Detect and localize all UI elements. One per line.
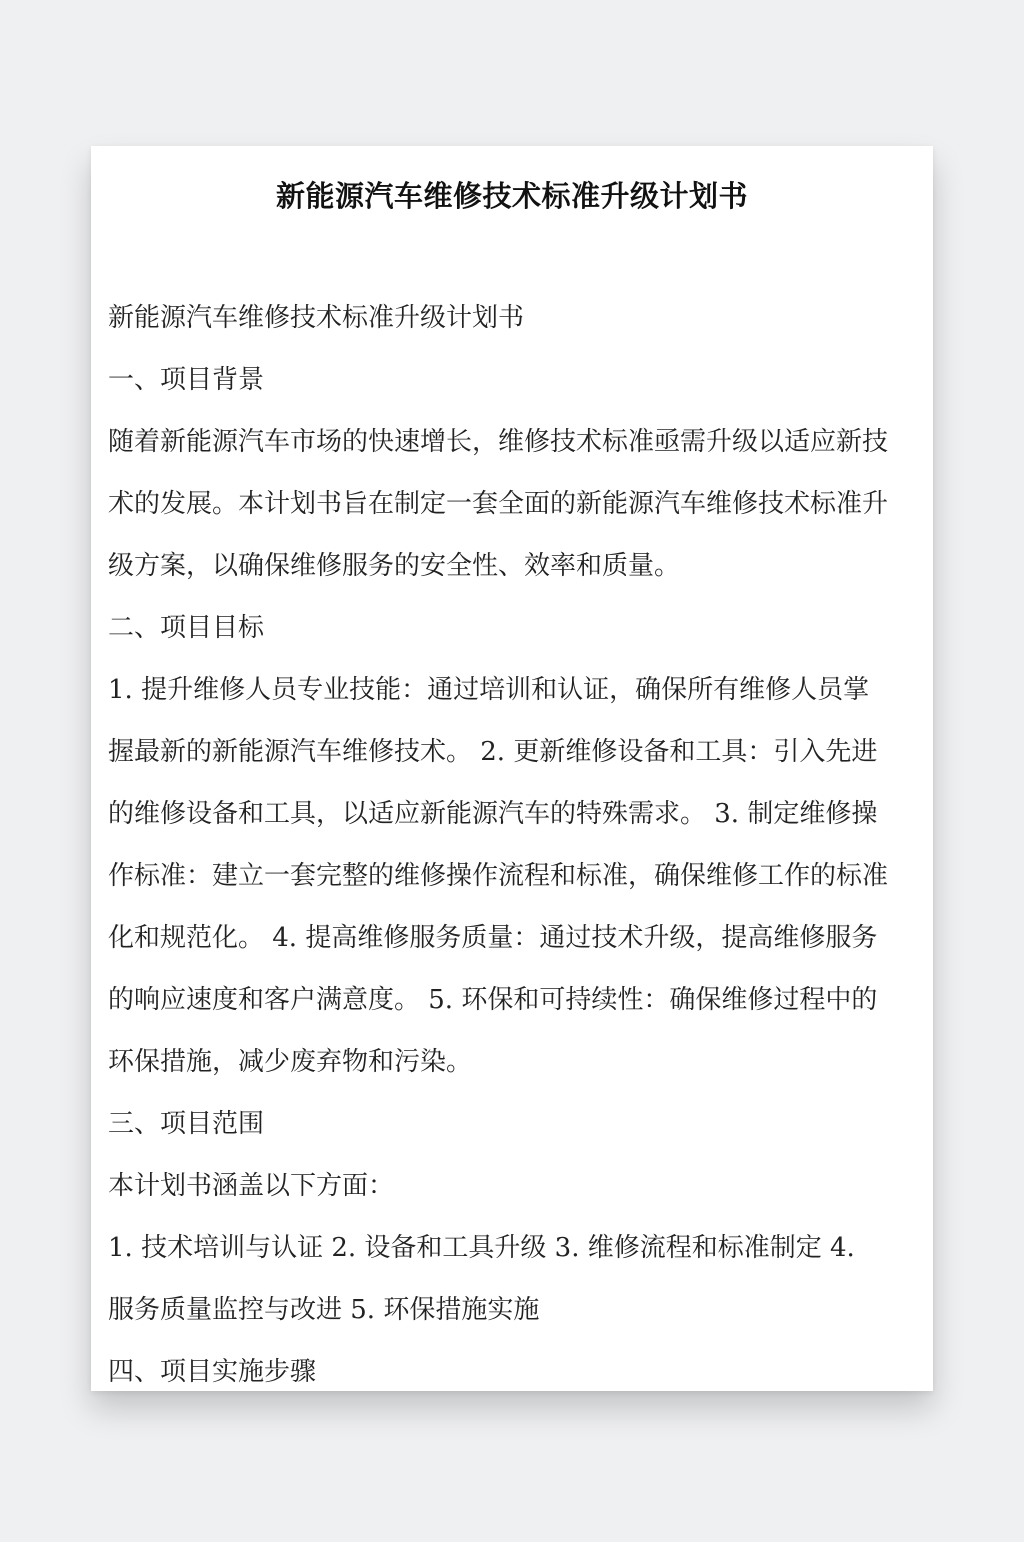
document-title: 新能源汽车维修技术标准升级计划书	[275, 179, 748, 213]
paragraph-line: 术的发展。本计划书旨在制定一套全面的新能源汽车维修技术标准升	[108, 489, 889, 519]
paragraph-line: 本计划书涵盖以下方面：	[108, 1171, 395, 1201]
paragraph-line: 1. 提升维修人员专业技能：通过培训和认证，确保所有维修人员掌	[108, 675, 870, 705]
section-heading-background: 一、项目背景	[108, 365, 265, 395]
heading-repeat-title: 新能源汽车维修技术标准升级计划书	[108, 303, 525, 333]
paragraph-line: 随着新能源汽车市场的快速增长，维修技术标准亟需升级以适应新技	[108, 427, 889, 457]
paragraph-line: 化和规范化。 4. 提高维修服务质量：通过技术升级，提高维修服务	[108, 923, 878, 953]
paragraph-line: 的响应速度和客户满意度。 5. 环保和可持续性：确保维修过程中的	[108, 985, 878, 1015]
section-heading-goals: 二、项目目标	[108, 613, 265, 643]
paragraph-line: 环保措施，减少废弃物和污染。	[108, 1047, 473, 1077]
paragraph-line: 作标准：建立一套完整的维修操作流程和标准，确保维修工作的标准	[108, 861, 889, 891]
paragraph-line: 的维修设备和工具，以适应新能源汽车的特殊需求。 3. 制定维修操	[108, 799, 878, 829]
paragraph-line: 握最新的新能源汽车维修技术。 2. 更新维修设备和工具：引入先进	[108, 737, 878, 767]
paragraph-line: 服务质量监控与改进 5. 环保措施实施	[108, 1295, 540, 1325]
document-body	[108, 298, 933, 1391]
paragraph-line: 1. 技术培训与认证 2. 设备和工具升级 3. 维修流程和标准制定 4.	[108, 1233, 855, 1263]
document-page	[91, 146, 933, 1391]
paragraph-line: 级方案，以确保维修服务的安全性、效率和质量。	[108, 551, 681, 581]
section-heading-steps: 四、项目实施步骤	[108, 1357, 317, 1387]
section-heading-scope: 三、项目范围	[108, 1109, 265, 1139]
